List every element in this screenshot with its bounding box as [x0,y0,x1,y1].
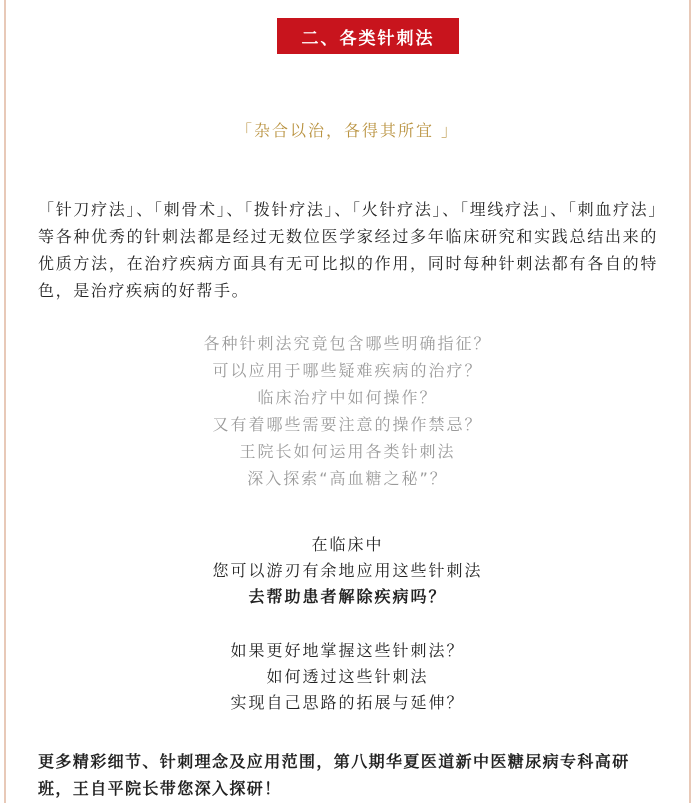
question-item: 各种针刺法究竟包含哪些明确指征？ [203,334,492,353]
question-item: 深入探索“高血糖之秘”？ [247,469,448,488]
mastery-line: 如何透过这些针刺法 [266,667,429,686]
question-list [0,330,695,492]
closing-text: 更多精彩细节、针刺理念及应用范围，第八期华夏医道新中医糖尿病专科高研班，王自平院长带您深入探研！ [38,752,630,798]
question-item: 又有着哪些需要注意的操作禁忌？ [212,415,483,434]
intro-text: 「针刀疗法」、「刺骨术」、「拨针疗法」、「火针疗法」、「埋线疗法」、「刺血疗法」等各种优秀的针刺法都是经过无数位医学家经过多年临床研究和实践总结出来的优质方法，在治疗疾病方面具有无可比拟的作用，同时每种针刺法都有各自的特色，是治疗疾病的好帮手。 [38,200,658,300]
question-item: 临床治疗中如何操作？ [257,388,438,407]
clinical-question: 去帮助患者解除疾病吗？ [248,587,447,606]
clinical-line: 在临床中 [311,535,384,554]
clinical-block [0,532,695,610]
clinical-line: 您可以游刃有余地应用这些针刺法 [212,561,483,580]
mastery-line: 如果更好地掌握这些针刺法？ [230,641,465,660]
question-item: 可以应用于哪些疑难疾病的治疗？ [212,361,483,380]
closing-paragraph [38,748,660,802]
mastery-block [0,638,695,716]
intro-paragraph [38,196,658,304]
section-subtitle: 「杂合以治，各得其所宜 」 [235,121,460,140]
mastery-line: 实现自己思路的拓展与延伸？ [230,693,465,712]
section-title: 二、各类针刺法 [301,28,435,49]
section-banner [277,18,459,54]
question-item: 王院长如何运用各类针刺法 [239,442,456,461]
